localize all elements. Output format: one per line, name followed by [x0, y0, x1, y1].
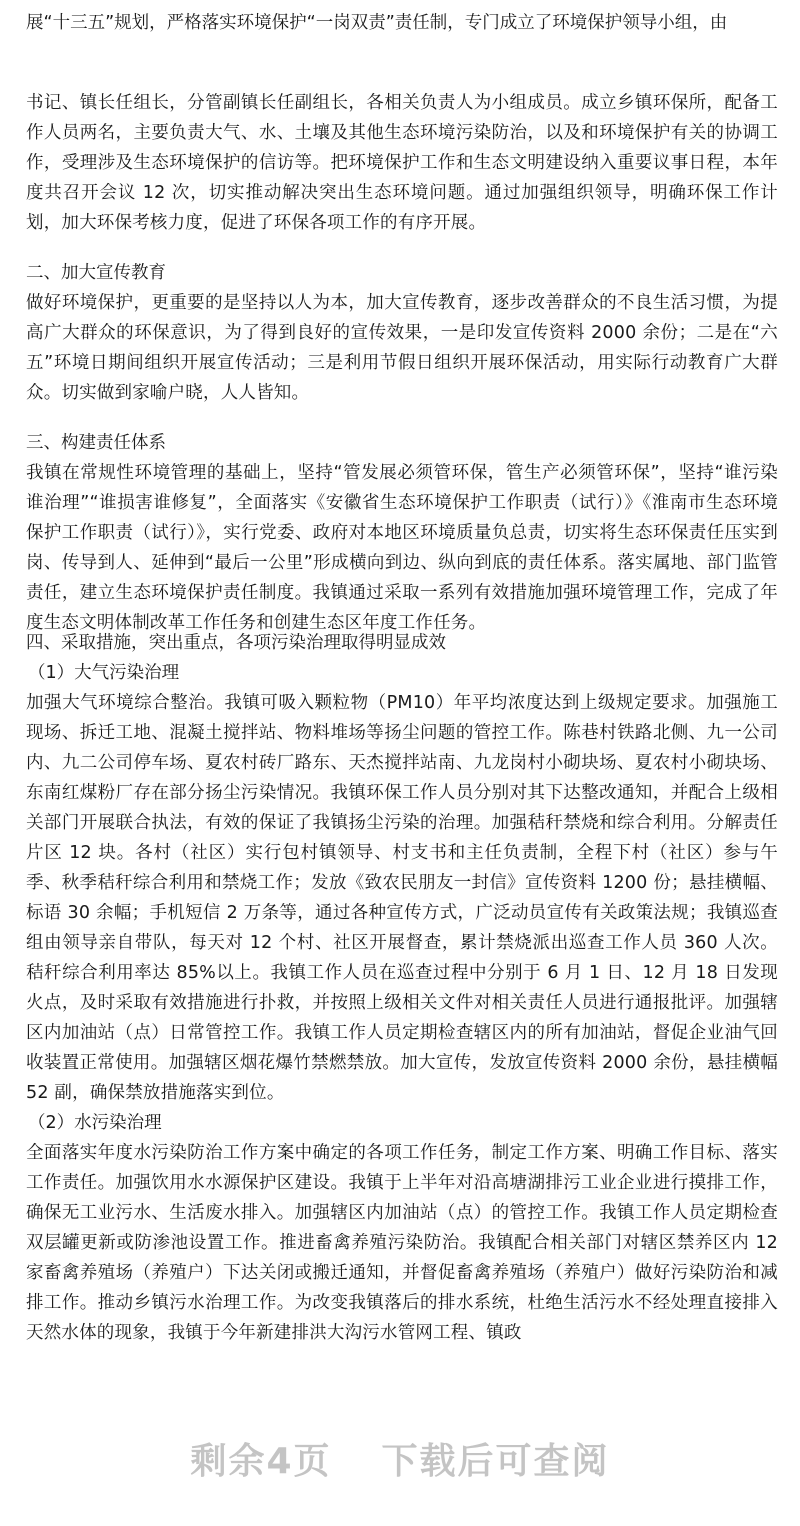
section-org-paragraph — [26, 88, 778, 238]
paragraph-water-pollution: 全面落实年度水污染防治工作方案中确定的各项工作任务，制定工作方案、明确工作目标、落实工作责任。加强饮用水水源保护区建设。我镇于上半年对沿高塘湖排污工业企业进行摸排工作，确保无工业污水、生活废水排入。加强辖区内加油站（点）的管控工作。我镇工作人员定期检查双层罐更新或防渗池设置工作。推进畜禽养殖污染防治。我镇配合相关部门对辖区禁养区内 12 家畜禽养殖场（养殖户）下达关闭或搬迁通知，并督促畜禽养殖场（养殖户）做好污染防治和减排工作。推动乡镇污水治理工作。为改变我镇落后的排水系统，杜绝生活污水不经处理直接排入天然水体的现象，我镇于今年新建排洪大沟污水管网工程、镇政 — [26, 1143, 778, 1343]
top-line-text: 展“十三五”规划，严格落实环境保护“一岗双责”责任制，专门成立了环境保护领导小组，由 — [26, 13, 728, 33]
section-heading-responsibility: 三、构建责任体系 — [26, 433, 166, 453]
remaining-pages-label[interactable]: 剩余4页 — [190, 1440, 332, 1482]
section-heading-measures: 四、采取措施，突出重点，各项污染治理取得明显成效 — [26, 633, 446, 653]
paragraph-org: 书记、镇长任组长，分管副镇长任副组长，各相关负责人为小组成员。成立乡镇环保所，配备工作人员两名，主要负责大气、水、土壤及其他生态环境污染防治，以及和环境保护有关的协调工作，受理涉及生态环境保护的信访等。把环境保护工作和生态文明建设纳入重要议事日程，本年度共召开会议 12 次，切实推动解决突出生态环境问题。通过加强组织领导，明确环保工作计划，加大环保考核力度，促进了环保各项工作的有序开展。 — [26, 93, 778, 233]
section-measures — [26, 628, 778, 1348]
download-prompt[interactable] — [0, 1418, 800, 1498]
paragraph-air-pollution: 加强大气环境综合整治。我镇可吸入颗粒物（PM10）年平均浓度达到上级规定要求。加强施工现场、拆迁工地、混凝土搅拌站、物料堆场等扬尘问题的管控工作。陈巷村铁路北侧、九一公司内、九二公司停车场、夏农村砖厂路东、天杰搅拌站南、九龙岗村小砌块场、夏农村小砌块场、东南红煤粉厂存在部分扬尘污染情况。我镇环保工作人员分别对其下达整改通知，并配合上级相关部门开展联合执法，有效的保证了我镇扬尘污染的治理。加强秸秆禁烧和综合利用。分解责任片区 12 块。各村（社区）实行包村镇领导、村支书和主任负责制，全程下村（社区）参与午季、秋季秸秆综合利用和禁烧工作；发放《致农民朋友一封信》宣传资料 1200 份；悬挂横幅、标语 30 余幅；手机短信 2 万条等，通过各种宣传方式，广泛动员宣传有关政策法规；我镇巡查组由领导亲自带队，每天对 12 个村、社区开展督查，累计禁烧派出巡查工作人员 360 人次。秸秆综合利用率达 85%以上。我镇工作人员在巡查过程中分别于 6 月 1 日、12 月 18 日发现火点，及时采取有效措施进行扑救，并按照上级相关文件对相关责任人员进行通报批评。加强辖区内加油站（点）日常管控工作。我镇工作人员定期检查辖区内的所有加油站，督促企业油气回收装置正常使用。加强辖区烟花爆竹禁燃禁放。加大宣传，发放宣传资料 2000 余份，悬挂横幅 52 副，确保禁放措施落实到位。 — [26, 693, 778, 1103]
subheading-water-pollution: （2）水污染治理 — [28, 1113, 162, 1133]
section-responsibility — [26, 428, 778, 638]
partial-top-line — [26, 8, 778, 38]
section-heading-publicity: 二、加大宣传教育 — [26, 263, 166, 283]
paragraph-responsibility: 我镇在常规性环境管理的基础上，坚持“管发展必须管环保，管生产必须管环保”，坚持“谁污染谁治理”“谁损害谁修复”，全面落实《安徽省生态环境保护工作职责（试行）》《淮南市生态环境保护工作职责（试行）》，实行党委、政府对本地区环境质量负总责，切实将生态环保责任压实到岗、传导到人、延伸到“最后一公里”形成横向到边、纵向到底的责任体系。落实属地、部门监管责任，建立生态环境保护责任制度。我镇通过采取一系列有效措施加强环境管理工作，完成了年度生态文明体制改革工作任务和创建生态区年度工作任务。 — [26, 463, 778, 633]
download-to-view-label[interactable]: 下载后可查阅 — [381, 1440, 610, 1482]
paragraph-publicity: 做好环境保护，更重要的是坚持以人为本，加大宣传教育，逐步改善群众的不良生活习惯，为提高广大群众的环保意识，为了得到良好的宣传效果，一是印发宣传资料 2000 余份；二是在“六五”环境日期间组织开展宣传活动；三是利用节假日组织开展环保活动，用实际行动教育广大群众。切实做到家喻户晓，人人皆知。 — [26, 293, 778, 403]
subheading-air-pollution: （1）大气污染治理 — [28, 663, 180, 683]
section-publicity — [26, 258, 778, 408]
